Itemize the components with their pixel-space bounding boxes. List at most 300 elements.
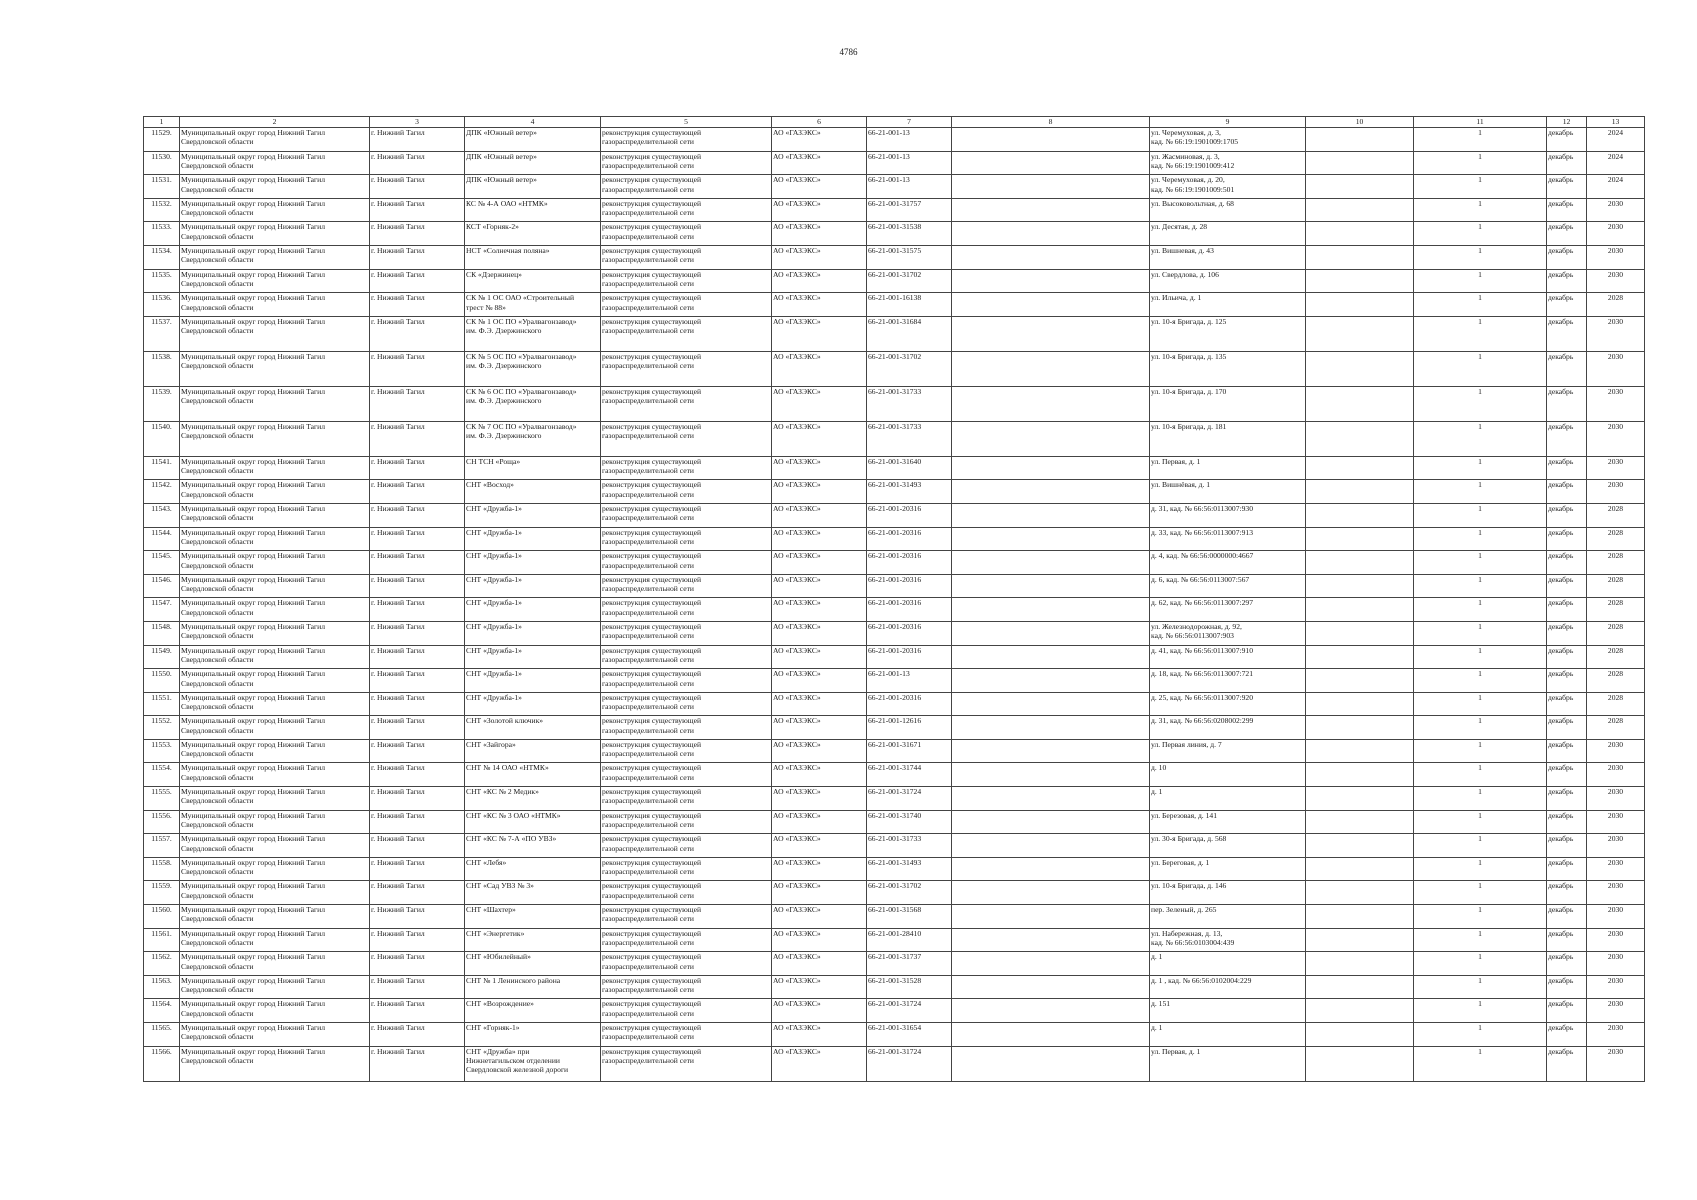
row-number: 11562. (144, 952, 180, 976)
organization-cell: АО «ГАЗЭКС» (772, 574, 867, 598)
object-cell: СНТ «КС № 7-А «ПО УВЗ» (465, 834, 601, 858)
address-cell: ул. Черемуховая, д. 20, кад. № 66:19:1901009:501 (1150, 175, 1306, 199)
row-number: 11532. (144, 198, 180, 222)
year-cell: 2030 (1587, 421, 1645, 456)
address-cell: д. 4, кад. № 66:56:0000000:4667 (1150, 551, 1306, 575)
organization-cell: АО «ГАЗЭКС» (772, 881, 867, 905)
column-header-5: 5 (601, 117, 772, 128)
municipality-cell: Муниципальный округ город Нижний Тагил Свердловской области (180, 810, 370, 834)
work-type-cell: реконструкция существующей газораспределительной сети (601, 386, 772, 421)
year-cell: 2030 (1587, 316, 1645, 351)
column-10-cell (1306, 857, 1414, 881)
work-type-cell: реконструкция существующей газораспределительной сети (601, 351, 772, 386)
table-row (144, 999, 1645, 1023)
table-row (144, 222, 1645, 246)
row-number: 11559. (144, 881, 180, 905)
quantity-cell: 1 (1414, 905, 1547, 929)
object-cell: СК «Дзержинец» (465, 269, 601, 293)
code-cell: 66-21-001-20316 (867, 574, 952, 598)
quantity-cell: 1 (1414, 245, 1547, 269)
row-number: 11534. (144, 245, 180, 269)
code-cell: 66-21-001-31724 (867, 787, 952, 811)
work-type-cell: реконструкция существующей газораспределительной сети (601, 810, 772, 834)
organization-cell: АО «ГАЗЭКС» (772, 716, 867, 740)
object-cell: СНТ «Золотой ключик» (465, 716, 601, 740)
year-cell: 2030 (1587, 386, 1645, 421)
year-cell: 2030 (1587, 222, 1645, 246)
object-cell: СНТ «Дружба-1» (465, 621, 601, 645)
month-cell: декабрь (1547, 480, 1587, 504)
object-cell: СНТ «Горняк-1» (465, 1023, 601, 1047)
column-8-cell (952, 351, 1150, 386)
row-number: 11538. (144, 351, 180, 386)
quantity-cell: 1 (1414, 857, 1547, 881)
settlement-cell: г. Нижний Тагил (370, 598, 465, 622)
table-row (144, 621, 1645, 645)
quantity-cell: 1 (1414, 351, 1547, 386)
settlement-cell: г. Нижний Тагил (370, 1023, 465, 1047)
object-cell: СНТ «Шахтер» (465, 905, 601, 929)
quantity-cell: 1 (1414, 928, 1547, 952)
object-cell: СНТ «Зайгора» (465, 739, 601, 763)
row-number: 11543. (144, 503, 180, 527)
row-number: 11537. (144, 316, 180, 351)
month-cell: декабрь (1547, 905, 1587, 929)
address-cell: ул. Береговая, д. 1 (1150, 857, 1306, 881)
object-cell: СНТ № 1 Ленинского района (465, 975, 601, 999)
row-number: 11539. (144, 386, 180, 421)
column-10-cell (1306, 222, 1414, 246)
work-type-cell: реконструкция существующей газораспределительной сети (601, 669, 772, 693)
column-10-cell (1306, 175, 1414, 199)
work-type-cell: реконструкция существующей газораспределительной сети (601, 739, 772, 763)
address-cell: ул. 30-я Бригада, д. 568 (1150, 834, 1306, 858)
table-row (144, 1023, 1645, 1047)
settlement-cell: г. Нижний Тагил (370, 551, 465, 575)
work-type-cell: реконструкция существующей газораспределительной сети (601, 645, 772, 669)
column-8-cell (952, 456, 1150, 480)
year-cell: 2030 (1587, 351, 1645, 386)
municipality-cell: Муниципальный округ город Нижний Тагил Свердловской области (180, 857, 370, 881)
row-number: 11533. (144, 222, 180, 246)
code-cell: 66-21-001-20316 (867, 503, 952, 527)
month-cell: декабрь (1547, 1046, 1587, 1081)
column-10-cell (1306, 787, 1414, 811)
table-row (144, 351, 1645, 386)
column-8-cell (952, 692, 1150, 716)
settlement-cell: г. Нижний Тагил (370, 503, 465, 527)
table-row (144, 128, 1645, 152)
quantity-cell: 1 (1414, 198, 1547, 222)
column-8-cell (952, 787, 1150, 811)
table-row (144, 975, 1645, 999)
column-10-cell (1306, 128, 1414, 152)
row-number: 11550. (144, 669, 180, 693)
row-number: 11542. (144, 480, 180, 504)
organization-cell: АО «ГАЗЭКС» (772, 692, 867, 716)
year-cell: 2024 (1587, 128, 1645, 152)
object-cell: СНТ «Лебя» (465, 857, 601, 881)
column-10-cell (1306, 739, 1414, 763)
year-cell: 2030 (1587, 1023, 1645, 1047)
month-cell: декабрь (1547, 928, 1587, 952)
year-cell: 2028 (1587, 574, 1645, 598)
month-cell: декабрь (1547, 999, 1587, 1023)
organization-cell: АО «ГАЗЭКС» (772, 975, 867, 999)
work-type-cell: реконструкция существующей газораспределительной сети (601, 928, 772, 952)
settlement-cell: г. Нижний Тагил (370, 386, 465, 421)
column-8-cell (952, 857, 1150, 881)
column-8-cell (952, 716, 1150, 740)
year-cell: 2030 (1587, 905, 1645, 929)
table-row (144, 151, 1645, 175)
column-10-cell (1306, 527, 1414, 551)
quantity-cell: 1 (1414, 975, 1547, 999)
organization-cell: АО «ГАЗЭКС» (772, 952, 867, 976)
municipality-cell: Муниципальный округ город Нижний Тагил Свердловской области (180, 128, 370, 152)
table-row (144, 716, 1645, 740)
organization-cell: АО «ГАЗЭКС» (772, 621, 867, 645)
object-cell: СНТ «Дружба-1» (465, 669, 601, 693)
year-cell: 2030 (1587, 952, 1645, 976)
settlement-cell: г. Нижний Тагил (370, 834, 465, 858)
object-cell: СК № 1 ОС ОАО «Строительный трест № 88» (465, 293, 601, 317)
settlement-cell: г. Нижний Тагил (370, 293, 465, 317)
month-cell: декабрь (1547, 716, 1587, 740)
column-header-11: 11 (1414, 117, 1547, 128)
object-cell: СНТ «Дружба-1» (465, 574, 601, 598)
object-cell: СНТ «Дружба-1» (465, 527, 601, 551)
code-cell: 66-21-001-13 (867, 128, 952, 152)
column-10-cell (1306, 151, 1414, 175)
settlement-cell: г. Нижний Тагил (370, 999, 465, 1023)
row-number: 11552. (144, 716, 180, 740)
settlement-cell: г. Нижний Тагил (370, 881, 465, 905)
month-cell: декабрь (1547, 245, 1587, 269)
quantity-cell: 1 (1414, 1046, 1547, 1081)
organization-cell: АО «ГАЗЭКС» (772, 857, 867, 881)
table-row (144, 952, 1645, 976)
organization-cell: АО «ГАЗЭКС» (772, 222, 867, 246)
year-cell: 2030 (1587, 999, 1645, 1023)
address-cell: д. 1 (1150, 952, 1306, 976)
code-cell: 66-21-001-31733 (867, 386, 952, 421)
column-header-3: 3 (370, 117, 465, 128)
code-cell: 66-21-001-31538 (867, 222, 952, 246)
code-cell: 66-21-001-31640 (867, 456, 952, 480)
work-type-cell: реконструкция существующей газораспределительной сети (601, 857, 772, 881)
month-cell: декабрь (1547, 692, 1587, 716)
table-row (144, 692, 1645, 716)
object-cell: СНТ «КС № 2 Медик» (465, 787, 601, 811)
row-number: 11535. (144, 269, 180, 293)
column-8-cell (952, 421, 1150, 456)
address-cell: ул. 10-я Бригада, д. 170 (1150, 386, 1306, 421)
settlement-cell: г. Нижний Тагил (370, 763, 465, 787)
organization-cell: АО «ГАЗЭКС» (772, 351, 867, 386)
column-10-cell (1306, 999, 1414, 1023)
month-cell: декабрь (1547, 551, 1587, 575)
row-number: 11554. (144, 763, 180, 787)
address-cell: ул. Высоковольтная, д. 68 (1150, 198, 1306, 222)
month-cell: декабрь (1547, 386, 1587, 421)
table-row (144, 598, 1645, 622)
work-type-cell: реконструкция существующей газораспределительной сети (601, 975, 772, 999)
column-header-8: 8 (952, 117, 1150, 128)
column-8-cell (952, 810, 1150, 834)
table-row (144, 574, 1645, 598)
year-cell: 2030 (1587, 198, 1645, 222)
municipality-cell: Муниципальный округ город Нижний Тагил Свердловской области (180, 351, 370, 386)
settlement-cell: г. Нижний Тагил (370, 456, 465, 480)
month-cell: декабрь (1547, 503, 1587, 527)
table-row (144, 527, 1645, 551)
code-cell: 66-21-001-13 (867, 669, 952, 693)
address-cell: ул. Вишневая, д. 43 (1150, 245, 1306, 269)
municipality-cell: Муниципальный округ город Нижний Тагил Свердловской области (180, 763, 370, 787)
table-row (144, 503, 1645, 527)
quantity-cell: 1 (1414, 881, 1547, 905)
object-cell: СНТ «Дружба-1» (465, 598, 601, 622)
month-cell: декабрь (1547, 621, 1587, 645)
code-cell: 66-21-001-31702 (867, 269, 952, 293)
table-row (144, 421, 1645, 456)
month-cell: декабрь (1547, 857, 1587, 881)
year-cell: 2030 (1587, 456, 1645, 480)
code-cell: 66-21-001-31744 (867, 763, 952, 787)
address-cell: ул. Первая, д. 1 (1150, 456, 1306, 480)
column-8-cell (952, 598, 1150, 622)
object-cell: СНТ «Восход» (465, 480, 601, 504)
code-cell: 66-21-001-31740 (867, 810, 952, 834)
table-row (144, 316, 1645, 351)
organization-cell: АО «ГАЗЭКС» (772, 198, 867, 222)
quantity-cell: 1 (1414, 128, 1547, 152)
table-row (144, 1046, 1645, 1081)
column-10-cell (1306, 551, 1414, 575)
municipality-cell: Муниципальный округ город Нижний Тагил Свердловской области (180, 503, 370, 527)
address-cell: ул. Березовая, д. 141 (1150, 810, 1306, 834)
code-cell: 66-21-001-20316 (867, 645, 952, 669)
work-type-cell: реконструкция существующей газораспределительной сети (601, 421, 772, 456)
column-header-10: 10 (1306, 117, 1414, 128)
column-10-cell (1306, 905, 1414, 929)
month-cell: декабрь (1547, 739, 1587, 763)
month-cell: декабрь (1547, 351, 1587, 386)
work-type-cell: реконструкция существующей газораспределительной сети (601, 999, 772, 1023)
table-row (144, 787, 1645, 811)
quantity-cell: 1 (1414, 293, 1547, 317)
row-number: 11544. (144, 527, 180, 551)
municipality-cell: Муниципальный округ город Нижний Тагил Свердловской области (180, 905, 370, 929)
object-cell: СНТ «Дружба» при Нижнетагильском отделении Свердловской железной дороги (465, 1046, 601, 1081)
quantity-cell: 1 (1414, 952, 1547, 976)
column-8-cell (952, 739, 1150, 763)
quantity-cell: 1 (1414, 421, 1547, 456)
object-cell: СК № 6 ОС ПО «Уралвагонзавод» им. Ф.Э. Дзержинского (465, 386, 601, 421)
municipality-cell: Муниципальный округ город Нижний Тагил Свердловской области (180, 999, 370, 1023)
settlement-cell: г. Нижний Тагил (370, 316, 465, 351)
month-cell: декабрь (1547, 151, 1587, 175)
year-cell: 2024 (1587, 151, 1645, 175)
column-10-cell (1306, 480, 1414, 504)
table-row (144, 763, 1645, 787)
address-cell: д. 1 (1150, 787, 1306, 811)
organization-cell: АО «ГАЗЭКС» (772, 905, 867, 929)
quantity-cell: 1 (1414, 739, 1547, 763)
municipality-cell: Муниципальный округ город Нижний Тагил Свердловской области (180, 952, 370, 976)
code-cell: 66-21-001-31724 (867, 999, 952, 1023)
code-cell: 66-21-001-31737 (867, 952, 952, 976)
municipality-cell: Муниципальный округ город Нижний Тагил Свердловской области (180, 834, 370, 858)
work-type-cell: реконструкция существующей газораспределительной сети (601, 692, 772, 716)
table-row (144, 739, 1645, 763)
organization-cell: АО «ГАЗЭКС» (772, 293, 867, 317)
month-cell: декабрь (1547, 293, 1587, 317)
month-cell: декабрь (1547, 175, 1587, 199)
address-cell: ул. 10-я Бригада, д. 181 (1150, 421, 1306, 456)
code-cell: 66-21-001-31493 (867, 480, 952, 504)
work-type-cell: реконструкция существующей газораспределительной сети (601, 222, 772, 246)
column-8-cell (952, 198, 1150, 222)
settlement-cell: г. Нижний Тагил (370, 952, 465, 976)
column-8-cell (952, 151, 1150, 175)
settlement-cell: г. Нижний Тагил (370, 421, 465, 456)
object-cell: СК № 5 ОС ПО «Уралвагонзавод» им. Ф.Э. Дзержинского (465, 351, 601, 386)
column-8-cell (952, 834, 1150, 858)
object-cell: ДПК «Южный ветер» (465, 175, 601, 199)
object-cell: СНТ № 14 ОАО «НТМК» (465, 763, 601, 787)
settlement-cell: г. Нижний Тагил (370, 975, 465, 999)
object-cell: СНТ «КС № 3 ОАО «НТМК» (465, 810, 601, 834)
municipality-cell: Муниципальный округ город Нижний Тагил Свердловской области (180, 598, 370, 622)
year-cell: 2028 (1587, 293, 1645, 317)
code-cell: 66-21-001-28410 (867, 928, 952, 952)
organization-cell: АО «ГАЗЭКС» (772, 269, 867, 293)
settlement-cell: г. Нижний Тагил (370, 480, 465, 504)
work-type-cell: реконструкция существующей газораспределительной сети (601, 269, 772, 293)
settlement-cell: г. Нижний Тагил (370, 245, 465, 269)
municipality-cell: Муниципальный округ город Нижний Тагил Свердловской области (180, 293, 370, 317)
table-row (144, 810, 1645, 834)
settlement-cell: г. Нижний Тагил (370, 928, 465, 952)
quantity-cell: 1 (1414, 222, 1547, 246)
municipality-cell: Муниципальный округ город Нижний Тагил Свердловской области (180, 787, 370, 811)
column-header-13: 13 (1587, 117, 1645, 128)
column-10-cell (1306, 421, 1414, 456)
quantity-cell: 1 (1414, 480, 1547, 504)
address-cell: ул. Жасминовая, д. 3, кад. № 66:19:1901009:412 (1150, 151, 1306, 175)
column-10-cell (1306, 645, 1414, 669)
table-row (144, 881, 1645, 905)
settlement-cell: г. Нижний Тагил (370, 574, 465, 598)
table-body (144, 128, 1645, 1082)
year-cell: 2024 (1587, 175, 1645, 199)
organization-cell: АО «ГАЗЭКС» (772, 551, 867, 575)
column-10-cell (1306, 351, 1414, 386)
month-cell: декабрь (1547, 574, 1587, 598)
object-cell: СН ТСН «Роща» (465, 456, 601, 480)
object-cell: СНТ «Дружба-1» (465, 551, 601, 575)
organization-cell: АО «ГАЗЭКС» (772, 1046, 867, 1081)
quantity-cell: 1 (1414, 151, 1547, 175)
work-type-cell: реконструкция существующей газораспределительной сети (601, 574, 772, 598)
year-cell: 2030 (1587, 739, 1645, 763)
settlement-cell: г. Нижний Тагил (370, 269, 465, 293)
column-8-cell (952, 905, 1150, 929)
column-8-cell (952, 293, 1150, 317)
year-cell: 2030 (1587, 1046, 1645, 1081)
organization-cell: АО «ГАЗЭКС» (772, 739, 867, 763)
address-cell: ул. Первая линия, д. 7 (1150, 739, 1306, 763)
quantity-cell: 1 (1414, 551, 1547, 575)
column-10-cell (1306, 293, 1414, 317)
settlement-cell: г. Нижний Тагил (370, 905, 465, 929)
settlement-cell: г. Нижний Тагил (370, 857, 465, 881)
organization-cell: АО «ГАЗЭКС» (772, 810, 867, 834)
organization-cell: АО «ГАЗЭКС» (772, 645, 867, 669)
quantity-cell: 1 (1414, 810, 1547, 834)
table-row (144, 857, 1645, 881)
code-cell: 66-21-001-20316 (867, 527, 952, 551)
column-8-cell (952, 669, 1150, 693)
quantity-cell: 1 (1414, 269, 1547, 293)
column-8-cell (952, 928, 1150, 952)
table-row (144, 245, 1645, 269)
table-row (144, 669, 1645, 693)
column-8-cell (952, 503, 1150, 527)
work-type-cell: реконструкция существующей газораспределительной сети (601, 952, 772, 976)
address-cell: д. 18, кад. № 66:56:0113007:721 (1150, 669, 1306, 693)
quantity-cell: 1 (1414, 999, 1547, 1023)
column-8-cell (952, 386, 1150, 421)
month-cell: декабрь (1547, 763, 1587, 787)
row-number: 11541. (144, 456, 180, 480)
organization-cell: АО «ГАЗЭКС» (772, 175, 867, 199)
code-cell: 66-21-001-31684 (867, 316, 952, 351)
municipality-cell: Муниципальный округ город Нижний Тагил Свердловской области (180, 316, 370, 351)
work-type-cell: реконструкция существующей газораспределительной сети (601, 551, 772, 575)
organization-cell: АО «ГАЗЭКС» (772, 128, 867, 152)
work-type-cell: реконструкция существующей газораспределительной сети (601, 787, 772, 811)
code-cell: 66-21-001-20316 (867, 551, 952, 575)
column-10-cell (1306, 316, 1414, 351)
address-cell: д. 33, кад. № 66:56:0113007:913 (1150, 527, 1306, 551)
municipality-cell: Муниципальный округ город Нижний Тагил Свердловской области (180, 456, 370, 480)
object-cell: СНТ «Сад УВЗ № 3» (465, 881, 601, 905)
municipality-cell: Муниципальный округ город Нижний Тагил Свердловской области (180, 669, 370, 693)
address-cell: ул. 10-я Бригада, д. 125 (1150, 316, 1306, 351)
column-10-cell (1306, 952, 1414, 976)
organization-cell: АО «ГАЗЭКС» (772, 386, 867, 421)
column-8-cell (952, 269, 1150, 293)
address-cell: пер. Зеленый, д. 265 (1150, 905, 1306, 929)
table-row (144, 456, 1645, 480)
column-8-cell (952, 999, 1150, 1023)
year-cell: 2030 (1587, 857, 1645, 881)
work-type-cell: реконструкция существующей газораспределительной сети (601, 128, 772, 152)
row-number: 11563. (144, 975, 180, 999)
row-number: 11566. (144, 1046, 180, 1081)
quantity-cell: 1 (1414, 598, 1547, 622)
column-8-cell (952, 1046, 1150, 1081)
month-cell: декабрь (1547, 881, 1587, 905)
code-cell: 66-21-001-16138 (867, 293, 952, 317)
municipality-cell: Муниципальный округ город Нижний Тагил Свердловской области (180, 645, 370, 669)
organization-cell: АО «ГАЗЭКС» (772, 151, 867, 175)
municipality-cell: Муниципальный округ город Нижний Тагил Свердловской области (180, 151, 370, 175)
organization-cell: АО «ГАЗЭКС» (772, 245, 867, 269)
